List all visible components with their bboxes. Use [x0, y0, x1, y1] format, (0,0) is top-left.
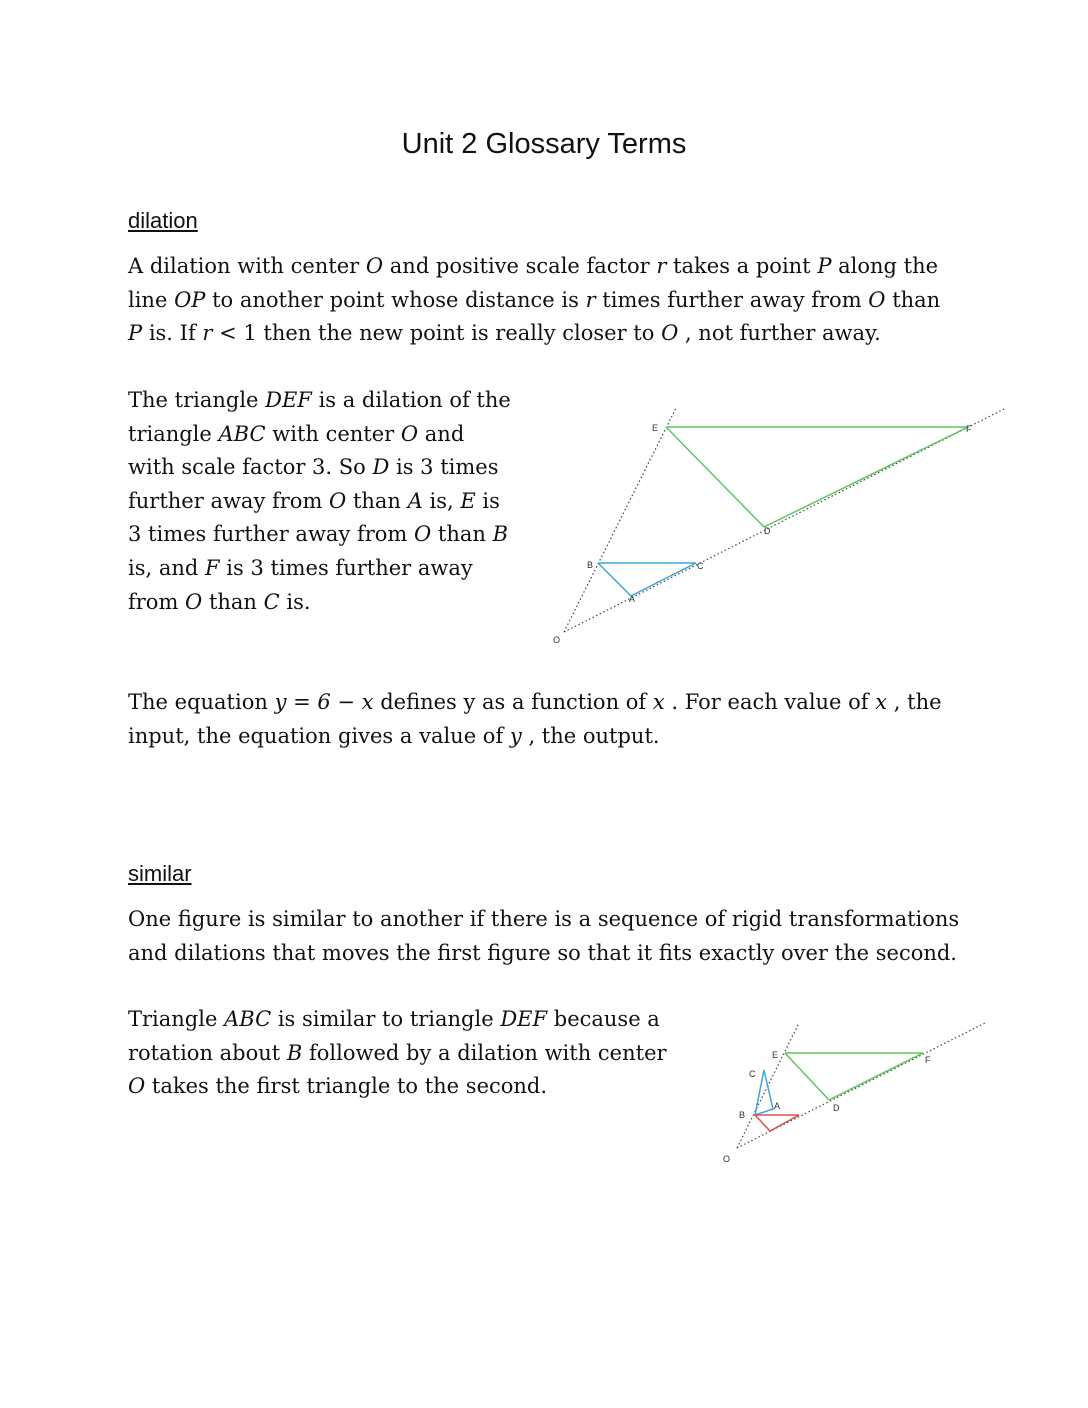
text: than — [202, 589, 264, 614]
text: , not further away. — [678, 321, 881, 346]
label-e: E — [652, 423, 659, 433]
math-var: E — [460, 488, 476, 513]
triangle-def-side-df — [829, 1053, 923, 1100]
math-var: B — [286, 1040, 303, 1065]
text: takes a point — [666, 254, 818, 278]
text: triangle — [128, 421, 219, 446]
math-var: O — [414, 522, 432, 547]
triangle-def-side-ed — [785, 1053, 829, 1100]
triangle-def-side-ed — [666, 427, 764, 527]
text: line — [128, 287, 175, 312]
label-o: O — [553, 635, 561, 645]
label-o: O — [723, 1154, 731, 1164]
text: is a dilation of the — [311, 388, 511, 412]
text: < 1 then the new point is really closer to — [212, 321, 662, 346]
math-var: O — [400, 421, 419, 446]
math-var: OP — [174, 287, 206, 312]
math-var: D — [372, 455, 390, 480]
label-c: C — [697, 561, 704, 571]
text: is similar to triangle — [271, 1007, 501, 1031]
math-var: DEF — [500, 1007, 548, 1031]
math-var: P — [817, 254, 832, 278]
text: along the — [831, 254, 939, 278]
equation: y = 6 − x — [274, 690, 374, 714]
math-var: r — [585, 287, 596, 312]
text: The triangle — [128, 388, 266, 412]
text: because a — [547, 1007, 660, 1031]
math-var: O — [365, 254, 384, 278]
text: The equation — [128, 690, 275, 714]
math-var: P — [128, 321, 143, 346]
text: and positive scale factor — [383, 254, 657, 278]
label-f: F — [925, 1055, 931, 1065]
math-var: O — [128, 1074, 146, 1099]
similar-figure — [715, 1015, 990, 1170]
text: followed by a dilation with center — [302, 1040, 667, 1065]
ray-oe — [564, 408, 676, 632]
text: takes the first triangle to the second. — [145, 1074, 548, 1099]
text: than — [431, 522, 493, 547]
math-var: C — [263, 589, 280, 614]
dilation-example-text — [128, 384, 511, 619]
math-var: O — [185, 589, 203, 614]
text: is — [475, 488, 500, 513]
math-var: x — [875, 690, 888, 714]
text: to another point whose distance is — [205, 287, 586, 312]
similar-example-text — [128, 1003, 667, 1104]
text: with center — [265, 421, 401, 446]
dilation-figure — [540, 400, 1010, 650]
term-dilation-heading: dilation — [128, 208, 198, 233]
triangle-def-side-df — [764, 427, 968, 527]
triangle-abc-side-ac — [631, 563, 696, 596]
text: and — [418, 421, 465, 446]
text: is, and — [128, 555, 206, 580]
text: Triangle — [128, 1007, 225, 1031]
label-c: C — [749, 1069, 756, 1079]
text: and dilations that moves the first figure so that it fits exactly over the second. — [128, 940, 957, 965]
text: is. — [279, 589, 311, 614]
text: 3 times further away from — [128, 522, 415, 547]
label-d: D — [833, 1103, 840, 1113]
text: is 3 times — [389, 455, 499, 480]
page-title: Unit 2 Glossary Terms — [401, 128, 687, 160]
math-var: B — [492, 522, 509, 547]
label-a: A — [629, 594, 636, 604]
math-var: O — [868, 287, 886, 312]
label-a: A — [774, 1101, 781, 1111]
math-var: ABC — [224, 1007, 272, 1031]
text: from — [128, 589, 186, 614]
math-var: F — [205, 555, 220, 580]
similar-definition — [128, 903, 959, 970]
term-similar-heading: similar — [128, 861, 192, 886]
label-f: F — [966, 424, 972, 434]
text: defines y as a function of — [373, 690, 653, 714]
text: is. If — [142, 321, 203, 346]
math-var: y — [509, 723, 522, 748]
text: , the — [887, 690, 942, 714]
text: A dilation with center — [128, 254, 366, 278]
dilation-definition — [128, 250, 940, 351]
text: with scale factor 3. So — [128, 455, 373, 480]
math-var: r — [656, 254, 667, 278]
math-var: r — [202, 321, 213, 346]
math-var: DEF — [265, 388, 312, 412]
text: One figure is similar to another if there is a sequence of rigid transformations — [128, 907, 960, 931]
label-b: B — [739, 1110, 746, 1120]
math-var: O — [329, 488, 347, 513]
label-b: B — [587, 560, 594, 570]
label-d: D — [764, 526, 771, 536]
rotated-triangle — [755, 1070, 773, 1115]
text: , the output. — [521, 723, 660, 748]
function-equation-text — [128, 686, 942, 753]
text: is 3 times further away — [219, 555, 473, 580]
original-triangle — [755, 1115, 799, 1131]
text: than — [885, 287, 941, 312]
text: times further away from — [595, 287, 869, 312]
text: rotation about — [128, 1040, 287, 1065]
label-e: E — [772, 1050, 779, 1060]
text: . For each value of — [664, 690, 876, 714]
text: than — [346, 488, 408, 513]
text: input, the equation gives a value of — [128, 723, 510, 748]
triangle-abc-side-ba — [598, 563, 631, 596]
math-var: A — [407, 488, 423, 513]
text: is, — [422, 488, 461, 513]
math-var: ABC — [218, 421, 266, 446]
math-var: O — [661, 321, 679, 346]
text: further away from — [128, 488, 330, 513]
math-var: x — [652, 690, 665, 714]
